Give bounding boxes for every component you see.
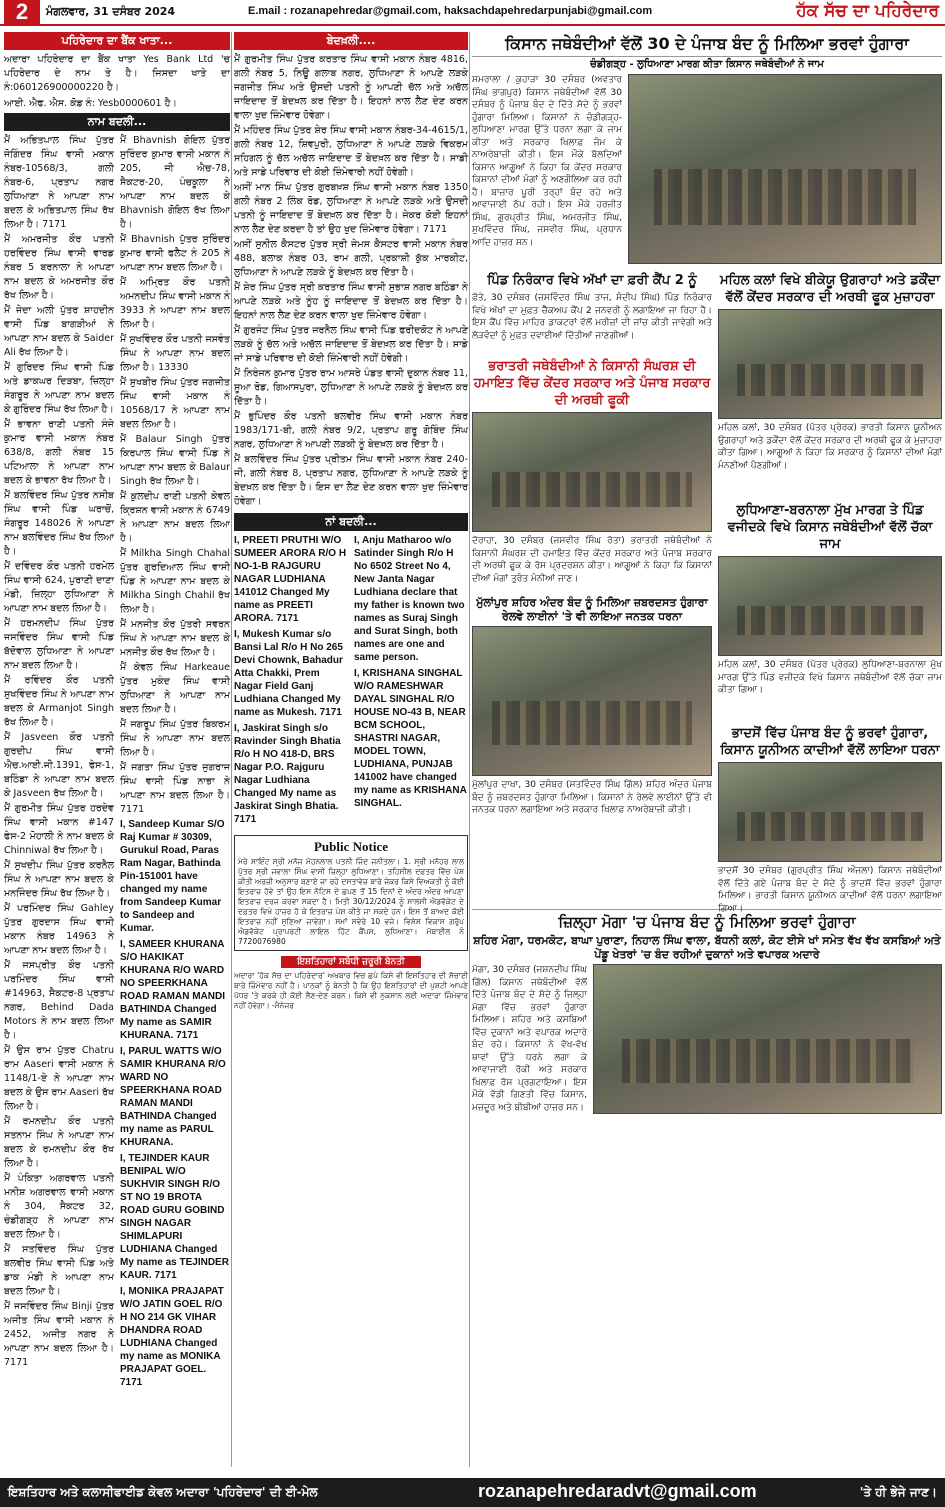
- name-change-list-right: [120, 134, 230, 1392]
- list-item: ਮੈਂ ਸਤਵਿੰਦਰ ਸਿੰਘ ਪੁੱਤਰ ਬਲਵੀਰ ਸਿੰਘ ਵਾਸੀ ਪਿੰਡ ਅਤੇ ਡਾਕ ਮੰਡੀ ਨੇ ਆਪਣਾ ਨਾਮ ਬਦਲ ਲਿਆ ਹੈ।: [4, 1244, 114, 1297]
- story4-text: ਮਹਿਲ ਕਲਾਂ, 30 ਦਸੰਬਰ (ਪੱਤਰ ਪ੍ਰੇਰਕ) ਭਾਰਤੀ ਕਿਸਾਨ ਯੂਨੀਅਨ ਉਗਰਾਹਾਂ ਅਤੇ ਡਕੌਂਦਾ ਵੱਲੋਂ ਕੇਂਦਰ ਸਰਕਾਰ ਦੀ ਅਰਥੀ ਫੂਕ ਕੇ ਮੁਜ਼ਾਹਰਾ ਕੀਤਾ ਗਿਆ। ਆਗੂਆਂ ਨੇ ਕਿਹਾ ਕਿ ਸਰਕਾਰ ਨੂੰ ਕਿਸਾਨਾਂ ਦੀਆਂ ਮੰਗਾਂ ਮੰਨਣੀਆਂ ਪੈਣਗੀਆਂ।: [718, 423, 942, 471]
- list-item: ਮੈਂ ਬਲਵਿੰਦਰ ਸਿੰਘ ਪੁੱਤਰ ਨਸੀਬ ਸਿੰਘ ਵਾਸੀ ਪਿੰਡ ਘਰਾਚੋਂ, ਸੰਗਰੂਰ 148026 ਨੇ ਆਪਣਾ ਨਾਮ ਬਲਵਿੰਦਰ ਸਿੰਘ ਰੱਖ ਲਿਆ ਹੈ।: [4, 490, 114, 557]
- story6-photo: [718, 762, 942, 862]
- list-item: ਮੈਂ ਅਮ੍ਰਿਤ ਕੌਰ ਪਤਨੀ ਅਮਨਦੀਪ ਸਿੰਘ ਵਾਸੀ ਮਕਾਨ ਨੰ 3933 ਨੇ ਆਪਣਾ ਨਾਮ ਬਦਲ ਲਿਆ ਹੈ।: [120, 277, 230, 330]
- moga-story-block: [472, 909, 942, 1114]
- list-item: ਮੈਂ ਜਸਪ੍ਰੀਤ ਕੌਰ ਪਤਨੀ ਪਰਮਿੰਦਰ ਸਿੰਘ ਵਾਸੀ #14963, ਸੈਕਟਰ-8 ਪ੍ਰਤਾਪ ਨਗਰ, Behind Dada Motors ਨੇ ਨਾਮ ਬਦਲ ਲਿਆ ਹੈ।: [4, 960, 114, 1041]
- name-change-2-heading: ਨਾਂ ਬਦਲੀ...: [234, 513, 468, 531]
- list-item: ਮੈਂ ਜਸਵਿੰਦਰ ਸਿੰਘ Binji ਪੁੱਤਰ ਅਜੀਤ ਸਿੰਘ ਵਾਸੀ ਮਕਾਨ ਨੰ 2452, ਅਜੀਤ ਨਗਰ ਨੇ ਆਪਣਾ ਨਾਮ ਬਦਲ ਲਿਆ ਹੈ। 7171: [4, 1301, 114, 1368]
- list-item: ਮੈਂ ਪਰਮਿੰਦਰ ਸਿੰਘ Gahley ਪੁੱਤਰ ਗੁਰਦਾਸ ਸਿੰਘ ਵਾਸੀ ਮਕਾਨ ਨੰਬਰ 14963 ਨੇ ਆਪਣਾ ਨਾਮ ਬਦਲ ਲਿਆ ਹੈ।: [4, 903, 114, 956]
- list-item: ਅਸੀਂ ਸੁਨੀਲ ਕੈਸਟਰ ਪੁੱਤਰ ਸ੍ਰੀ ਜੇਮਸ ਕੈਸਟਰ ਵਾਸੀ ਮਕਾਨ ਨੰਬਰ 488, ਬਲਾਕ ਨੰਬਰ 03, ਰਾਮ ਗਲੀ, ਪ੍ਰਕਾਸ਼ੀ ਕੁੱਕ ਮਾਰਕੀਟ, ਲੁਧਿਆਣਾ ਨੇ ਆਪਣੇ ਲੜਕੇ ਨੂੰ ਬੇਦਖ਼ਲ ਕਰ ਦਿੱਤਾ ਹੈ।: [234, 239, 468, 278]
- public-notice-body: ਮੇਰੇ ਸਾਇੰਟ ਸ੍ਰੀ ਮਨੋਜ ਮੋਹਨਲਾਲ ਪਤਨੀ ਜਿੰਦ ਜਨੀਤਲਾ। 1. ਸ੍ਰੀ ਮਨੋਹਰ ਲਾਲ ਪੁੱਤਰ ਸ੍ਰੀ ਜਵਾਲਾ ਸਿੰਘ ਵਾਸੀ ਜ਼ਿਲ੍ਹਾ ਲੁਧਿਆਣਾ। ਤਹਿਸੀਲ ਦਫ਼ਤਰ ਵਿੱਚ ਪੇਸ਼ ਕੀਤੀ ਅਰਜ਼ੀ ਅਨੁਸਾਰ ਬਣਾਏ ਜਾ ਰਹੇ ਦਸਤਾਵੇਜ਼ ਬਾਰੇ ਜੇਕਰ ਕਿਸੇ ਵਿਅਕਤੀ ਨੂੰ ਕੋਈ ਇਤਰਾਜ਼ ਹੋਵੇ ਤਾਂ ਉਹ ਇਸ ਨੋਟਿਸ ਦੇ ਛਪਣ ਤੋਂ 15 ਦਿਨਾਂ ਦੇ ਅੰਦਰ ਅੰਦਰ ਆਪਣਾ ਇਤਰਾਜ਼ ਦਰਜ ਕਰਵਾ ਸਕਦਾ ਹੈ। ਮਿਤੀ 30/12/2024 ਨੂੰ ਸਾਲਸੀ ਐਡਵੋਕੇਟ ਦੇ ਦਫ਼ਤਰ ਵਿਖੇ ਹਾਜ਼ਰ ਹੋ ਕੇ ਇਤਰਾਜ਼ ਪੇਸ਼ ਕੀਤੇ ਜਾ ਸਕਦੇ ਹਨ। ਇਸ ਤੋਂ ਬਾਅਦ ਕੋਈ ਇਤਰਾਜ਼ ਨਹੀਂ ਸੁਣਿਆ ਜਾਵੇਗਾ। ਸਮਾਂ ਸਵੇਰੇ 10 ਵਜੇ। ਵਿਸ਼ੇਸ਼ ਵਿਕਾਸ ਗਰੁੱਪ ਐਡਵੋਕੇਟ ਪ੍ਰਾਪਰਟੀ ਲਾਇਲ ਹਿੱਟ ਕੈਂਪਸ, ਲੁਧਿਆਣਾ। ਮੋਬਾਈਲ ਨੰ 7720076980: [238, 857, 464, 946]
- name-change-2-columns: [234, 534, 468, 829]
- list-item: I, MONIKA PRAJAPAT W/O JATIN GOEL R/O H NO 214 GK VIHAR DHANDRA ROAD LUDHIANA Changed my name as MONIKA PRAJAPAT GOEL. 7171: [120, 1286, 224, 1388]
- bank-account-notice: [4, 53, 230, 111]
- masthead: [0, 0, 945, 26]
- column-classifieds-left: [4, 32, 230, 1467]
- story3-subheadline: ਮੁੱਲਾਂਪੁਰ ਸ਼ਹਿਰ ਅੰਦਰ ਬੰਦ ਨੂੰ ਮਿਲਿਆ ਜ਼ਬਰਦਸਤ ਹੁੰਗਾਰਾ ਰੇਲਵੇ ਲਾਈਨਾਂ 'ਤੇ ਵੀ ਲਾਇਆ ਜਨਤਕ ਧਰਨਾ: [476, 596, 708, 623]
- lead-story-text: ਸਮਰਾਲਾ / ਕੁਹਾੜਾ 30 ਦਸੰਬਰ (ਅਵਤਾਰ ਸਿੰਘ ਭਾਗਪੁਰ) ਕਿਸਾਨ ਜਥੇਬੰਦੀਆਂ ਵੱਲੋਂ 30 ਦਸੰਬਰ ਨੂੰ ਪੰਜਾਬ ਬੰਦ ਦੇ ਦਿੱਤੇ ਸੱਦੇ ਨੂੰ ਭਰਵਾਂ ਹੁੰਗਾਰਾ ਮਿਲਿਆ। ਕਿਸਾਨਾਂ ਨੇ ਚੰਡੀਗੜ੍ਹ-ਲੁਧਿਆਣਾ ਮਾਰਗ ਉੱਤੇ ਧਰਨਾ ਲਗਾ ਕੇ ਜਾਮ ਕੀਤਾ ਅਤੇ ਸਰਕਾਰ ਖਿਲਾਫ਼ ਜੰਮ ਕੇ ਨਾਅਰੇਬਾਜ਼ੀ ਕੀਤੀ। ਇਸ ਮੌਕੇ ਬੋਲਦਿਆਂ ਕਿਸਾਨ ਆਗੂਆਂ ਨੇ ਕਿਹਾ ਕਿ ਕੇਂਦਰ ਸਰਕਾਰ ਕਿਸਾਨਾਂ ਦੀਆਂ ਮੰਗਾਂ ਨੂੰ ਅਣਗੌਲਿਆ ਕਰ ਰਹੀ ਹੈ। ਬਾਜ਼ਾਰ ਪੂਰੀ ਤਰ੍ਹਾਂ ਬੰਦ ਰਹੇ ਅਤੇ ਆਵਾਜਾਈ ਠੱਪ ਰਹੀ। ਇਸ ਮੌਕੇ ਹਰਜੀਤ ਸਿੰਘ, ਗੁਰਪ੍ਰੀਤ ਸਿੰਘ, ਅਮਰਜੀਤ ਸਿੰਘ, ਸੁਖਵਿੰਦਰ ਸਿੰਘ, ਜਸਵੀਰ ਸਿੰਘ, ਪ੍ਰਧਾਨ ਆਦਿ ਹਾਜ਼ਰ ਸਨ।: [472, 75, 622, 248]
- public-notice-title: Public Notice: [313, 839, 388, 854]
- list-item: ਮੈਂ ਗੁਰਿਦਰ ਸਿੰਘ ਵਾਸੀ ਪਿੰਡ ਅਤੇ ਡਾਕਘਰ ਦਿੜਬਾ, ਜ਼ਿਲ੍ਹਾ ਸੰਗਰੂਰ ਨੇ ਆਪਣਾ ਨਾਮ ਬਦਲ ਕੇ ਗੁਰਿੰਦਰ ਸਿੰਘ ਰੱਖ ਲਿਆ ਹੈ।: [4, 362, 114, 415]
- list-item: ਮੈਂ Bhavnish ਗੋਇਲ ਪੁੱਤਰ ਸੁਰਿੰਦਰ ਕੁਮਾਰ ਵਾਸੀ ਮਕਾਨ ਨੰ 205, ਜੀ ਐਚ-78, ਸੈਕਟਰ-20, ਪੰਚਕੂਲਾ ਨੇ ਆਪਣਾ ਨਾਮ ਬਦਲ ਕੇ Bhavnish ਗੋਇਲ ਰੱਖ ਲਿਆ ਹੈ।: [120, 135, 230, 230]
- list-item: ਮੈਂ ਗੁਰਮੀਤ ਸਿੰਘ ਪੁੱਤਰ ਕਰਤਾਰ ਸਿੰਘ ਵਾਸੀ ਮਕਾਨ ਨੰਬਰ 4816, ਗਲੀ ਨੰਬਰ 5, ਨਿਊ ਗਲਾਬ ਨਗਰ, ਲੁਧਿਆਣਾ ਨੇ ਆਪਣੇ ਲੜਕੇ ਜਗਜੀਤ ਸਿੰਘ ਅਤੇ ਉਸਦੀ ਪਤਨੀ ਨੂੰ ਆਪਣੀ ਚੱਲ ਅਤੇ ਅਚੱਲ ਜਾਇਦਾਦ ਤੋਂ ਬੇਦਖ਼ਲ ਕਰ ਦਿੱਤਾ ਹੈ। ਇਹਨਾਂ ਨਾਲ ਲੈਣ ਦੇਣ ਕਰਨ ਵਾਲਾ ਖੁਦ ਜ਼ਿੰਮੇਵਾਰ ਹੋਵੇਗਾ।: [234, 54, 468, 121]
- story2-text: ਫ਼ੱਤੇ, 30 ਦਸੰਬਰ (ਜਸਵਿੰਦਰ ਸਿੰਘ ਤਾਜ, ਸੰਦੀਪ ਸਿੰਘ) ਪਿੰਡ ਨਿਰੰਕਾਰ ਵਿਖੇ ਅੱਖਾਂ ਦਾ ਮੁਫ਼ਤ ਚੈੱਕਅਪ ਕੈਂਪ 2 ਜਨਵਰੀ ਨੂੰ ਲਗਾਇਆ ਜਾ ਰਿਹਾ ਹੈ। ਇਸ ਕੈਂਪ ਵਿੱਚ ਮਾਹਿਰ ਡਾਕਟਰਾਂ ਵੱਲੋਂ ਮਰੀਜ਼ਾਂ ਦੀ ਜਾਂਚ ਕੀਤੀ ਜਾਵੇਗੀ ਅਤੇ ਲੋੜਵੰਦਾਂ ਨੂੰ ਮੁਫ਼ਤ ਦਵਾਈਆਂ ਦਿੱਤੀਆਂ ਜਾਣਗੀਆਂ।: [472, 293, 712, 341]
- list-item: ਮੈਂ ਜਗਤਾ ਸਿੰਘ ਪੁੱਤਰ ਜੁਗਰਾਜ ਸਿੰਘ ਵਾਸੀ ਪਿੰਡ ਨਾਭਾ ਨੇ ਆਪਣਾ ਨਾਮ ਬਦਲ ਲਿਆ ਹੈ। 7171: [120, 762, 230, 815]
- list-item: ਮੈਂ ਅਭਿਤਪਾਲ ਸਿੰਘ ਪੁੱਤਰ ਜੋਗਿੰਦਰ ਸਿੰਘ ਵਾਸੀ ਮਕਾਨ ਨੰਬਰ-10568/3, ਗਲੀ ਨੰਬਰ-6, ਪ੍ਰਤਾਪ ਨਗਰ ਲੁਧਿਆਣਾ ਨੇ ਆਪਣਾ ਨਾਮ ਬਦਲ ਕੇ ਅਭਿਤਪਾਲ ਸਿੰਘ ਰੱਖ ਲਿਆ ਹੈ। 7171: [4, 135, 114, 230]
- footer-ad-note: ਇਸ਼ਤਿਹਾਰ ਅਤੇ ਕਲਾਸੀਫਾਈਡ ਕੇਵਲ ਅਦਾਰਾ 'ਪਹਿਰੇਦਾਰ' ਦੀ ਈ-ਮੇਲ: [8, 1485, 318, 1499]
- disinheritance-heading: ਬੇਦਖ਼ਲੀ....: [234, 32, 468, 50]
- list-item: I, PARUL WATTS W/O SAMIR KHURANA R/O WARD NO SPEERKHANA ROAD RAMAN MANDI BATHINDA Changed my name as PARUL KHURANA.: [120, 1046, 226, 1148]
- lead-story-block: [472, 74, 942, 264]
- name-change-list-right-punjabi: [120, 134, 230, 817]
- public-notice-box: [234, 835, 468, 951]
- list-item: I, Jaskirat Singh s/o Ravinder Singh Bhatia R/o H NO 418-D, BRS Nagar P.O. Rajguru Nagar Ludhiana Changed My name as Jaskirat Singh Bhatia. 7171: [234, 723, 341, 825]
- footer-ad-note-end: 'ਤੇ ਹੀ ਭੇਜੇ ਜਾਣ।: [859, 1485, 937, 1499]
- list-item: ਮੈਂ ਜੇਦਾ ਅਲੀ ਪੁੱਤਰ ਸ਼ਾਹਦੀਨ ਵਾਸੀ ਪਿੰਡ ਬਾਗੜੀਆਂ ਨੇ ਆਪਣਾ ਨਾਮ ਬਦਲ ਕੇ Saider Ali ਰੱਖ ਲਿਆ ਹੈ।: [4, 305, 114, 358]
- masthead-email[interactable]: E.mail : rozanapehredar@gmail.com, haksachdapehredarpunjabi@gmail.com: [248, 5, 653, 17]
- story4-photo: [718, 309, 942, 419]
- lead-subheadline: ਚੰਡੀਗੜ੍ਹ - ਲੁਧਿਆਣਾ ਮਾਰਗ ਕੀਤਾ ਕਿਸਾਨ ਜਥੇਬੰਦੀਆਂ ਨੇ ਜਾਮ: [590, 59, 824, 70]
- list-item: ਮੈਂ ਗੁਰਮੀਤ ਸਿੰਘ ਪੁੱਤਰ ਹਰਦੇਵ ਸਿੰਘ ਵਾਸੀ ਮਕਾਨ #147 ਫੇਸ-2 ਮੋਹਾਲੀ ਨੇ ਨਾਮ ਬਦਲ ਕੇ Chinniwal ਰੱਖ ਲਿਆ ਹੈ।: [4, 803, 114, 856]
- footer-bar: [0, 1478, 945, 1507]
- list-item: ਮੈਂ ਮਹਿੰਦਰ ਸਿੰਘ ਪੁੱਤਰ ਸ਼ੇਰ ਸਿੰਘ ਵਾਸੀ ਮਕਾਨ ਨੰਬਰ-34-4615/1, ਗਲੀ ਨੰਬਰ 12, ਸ਼ਿਵਪੁਰੀ, ਲੁਧਿਆਣਾ ਨੇ ਆਪਣੇ ਲੜਕੇ ਵਿਕਰਮ ਸਹਿਗਲ ਨੂੰ ਚੱਲ ਅਚੱਲ ਜਾਇਦਾਦ ਤੋਂ ਬੇਦਖ਼ਲ ਕਰ ਦਿੱਤਾ ਹੈ। ਸਾਡੀ ਅਤੇ ਸਾਡੇ ਪਰਿਵਾਰ ਦੀ ਕੋਈ ਜ਼ਿੰਮੇਵਾਰੀ ਨਹੀਂ ਹੋਵੇਗੀ।: [234, 125, 468, 178]
- name-change-2-col-b: [354, 534, 468, 829]
- list-item: ਮੈਂ ਰਵਿੰਦਰ ਕੌਰ ਪਤਨੀ ਸੁਖਵਿੰਦਰ ਸਿੰਘ ਨੇ ਆਪਣਾ ਨਾਮ ਬਦਲ ਕੇ Armanjot Singh ਰੱਖ ਲਿਆ ਹੈ।: [4, 675, 114, 728]
- name-change-english: [120, 818, 230, 1389]
- story7-text: ਮੋਗਾ, 30 ਦਸੰਬਰ (ਜਸ਼ਨਦੀਪ ਸਿੰਘ ਗਿੱਲ) ਕਿਸਾਨ ਜਥੇਬੰਦੀਆਂ ਵੱਲੋਂ ਦਿੱਤੇ ਪੰਜਾਬ ਬੰਦ ਦੇ ਸੱਦੇ ਨੂੰ ਜ਼ਿਲ੍ਹਾ ਮੋਗਾ ਵਿੱਚ ਭਰਵਾਂ ਹੁੰਗਾਰਾ ਮਿਲਿਆ। ਸ਼ਹਿਰ ਅਤੇ ਕਸਬਿਆਂ ਵਿੱਚ ਦੁਕਾਨਾਂ ਅਤੇ ਵਪਾਰਕ ਅਦਾਰੇ ਬੰਦ ਰਹੇ। ਕਿਸਾਨਾਂ ਨੇ ਵੱਖ-ਵੱਖ ਥਾਵਾਂ ਉੱਤੇ ਧਰਨੇ ਲਗਾ ਕੇ ਆਵਾਜਾਈ ਰੋਕੀ ਅਤੇ ਸਰਕਾਰ ਖਿਲਾਫ਼ ਰੋਸ ਪ੍ਰਗਟਾਇਆ। ਇਸ ਮੌਕੇ ਵੱਡੀ ਗਿਣਤੀ ਵਿੱਚ ਕਿਸਾਨ, ਮਜ਼ਦੂਰ ਅਤੇ ਬੀਬੀਆਂ ਹਾਜ਼ਰ ਸਨ।: [472, 965, 587, 1113]
- list-item: ਮੈਂ ਜਗਰੂਪ ਸਿੰਘ ਪੁੱਤਰ ਬਿਕਰਮ ਸਿੰਘ ਨੇ ਆਪਣਾ ਨਾਮ ਬਦਲ ਲਿਆ ਹੈ।: [120, 719, 230, 758]
- story5-text: ਮਹਿਲ ਕਲਾਂ, 30 ਦਸੰਬਰ (ਪੱਤਰ ਪ੍ਰੇਰਕ) ਲੁਧਿਆਣਾ-ਬਰਨਾਲਾ ਮੁੱਖ ਮਾਰਗ ਉੱਤੇ ਪਿੰਡ ਵਜੀਦਕੇ ਵਿਖੇ ਕਿਸਾਨ ਜਥੇਬੰਦੀਆਂ ਵੱਲੋਂ ਚੱਕਾ ਜਾਮ ਕੀਤਾ ਗਿਆ।: [718, 660, 942, 695]
- list-item: ਮੈਂ ਸੁਖਵਿੰਦਰ ਕੌਰ ਪਤਨੀ ਜਸਵੰਤ ਸਿੰਘ ਨੇ ਆਪਣਾ ਨਾਮ ਬਦਲ ਲਿਆ ਹੈ। 13330: [120, 334, 230, 373]
- list-item: ਮੈਂ Balaur Singh ਪੁੱਤਰ ਕਿਰਪਾਲ ਸਿੰਘ ਵਾਸੀ ਪਿੰਡ ਨੇ ਆਪਣਾ ਨਾਮ ਬਦਲ ਕੇ Balaur Singh ਰੱਖ ਲਿਆ ਹੈ।: [120, 434, 230, 487]
- story3b-photo: [472, 626, 712, 776]
- list-item: I, TEJINDER KAUR BENIPAL W/O SUKHVIR SINGH R/O ST NO 19 BROTA ROAD GURU GOBIND SINGH NAGAR SHIMLAPURI LUDHIANA Changed My name as TEJINDER KAUR. 7171: [120, 1153, 229, 1281]
- list-item: ਮੈਂ ਕੁਲਦੀਪ ਰਾਣੀ ਪਤਨੀ ਕੇਵਲ ਕ੍ਰਿਸ਼ਨ ਵਾਸੀ ਮਕਾਨ ਨੰ 6749 ਨੇ ਆਪਣਾ ਨਾਮ ਬਦਲ ਲਿਆ ਹੈ।: [120, 491, 230, 544]
- list-item: ਮੈਂ Bhavnish ਪੁੱਤਰ ਸੁਰਿੰਦਰ ਕੁਮਾਰ ਵਾਸੀ ਫਲੈਟ ਨੰ 205 ਨੇ ਆਪਣਾ ਨਾਮ ਬਦਲ ਲਿਆ ਹੈ।: [120, 234, 230, 273]
- middle-left-stories: [472, 268, 712, 905]
- lead-story-photo: [628, 74, 942, 264]
- list-item: I, PREETI PRUTHI W/O SUMEER ARORA R/O H NO-1-B RAJGURU NAGAR LUDHIANA 141012 Changed My name as PREETI ARORA. 7171: [234, 535, 347, 624]
- name-change-2-col-a: [234, 534, 348, 829]
- story3-text: ਦੋਰਾਹਾ, 30 ਦਸੰਬਰ (ਜਸਵੀਰ ਸਿੰਘ ਰੋਤਾ) ਭਰਾਤਰੀ ਜਥੇਬੰਦੀਆਂ ਨੇ ਕਿਸਾਨੀ ਸੰਘਰਸ਼ ਦੀ ਹਮਾਇਤ ਵਿੱਚ ਕੇਂਦਰ ਸਰਕਾਰ ਅਤੇ ਪੰਜਾਬ ਸਰਕਾਰ ਦੀ ਅਰਥੀ ਫੂਕ ਕੇ ਰੋਸ ਪ੍ਰਦਰਸ਼ਨ ਕੀਤਾ। ਆਗੂਆਂ ਨੇ ਕਿਹਾ ਕਿ ਕਿਸਾਨਾਂ ਦੀਆਂ ਮੰਗਾਂ ਤੁਰੰਤ ਮੰਨੀਆਂ ਜਾਣ।: [472, 536, 712, 584]
- column-divider: [231, 32, 232, 1467]
- story3b-text: ਮੁੱਲਾਂਪੁਰ ਦਾਖਾ, 30 ਦਸੰਬਰ (ਸਤਵਿੰਦਰ ਸਿੰਘ ਗਿੱਲ) ਸ਼ਹਿਰ ਅੰਦਰ ਪੰਜਾਬ ਬੰਦ ਨੂੰ ਜ਼ਬਰਦਸਤ ਹੁੰਗਾਰਾ ਮਿਲਿਆ। ਕਿਸਾਨਾਂ ਨੇ ਰੇਲਵੇ ਲਾਈਨਾਂ ਉੱਤੇ ਵੀ ਜਨਤਕ ਧਰਨਾ ਲਗਾਇਆ ਅਤੇ ਸਰਕਾਰ ਖਿਲਾਫ਼ ਨਾਅਰੇਬਾਜ਼ੀ ਕੀਤੀ।: [472, 780, 712, 815]
- name-change-columns: [4, 134, 230, 1392]
- list-item: ਮੈਂ ਸੁਖਦੀਪ ਸਿੰਘ ਪੁੱਤਰ ਕਰਨੈਲ ਸਿੰਘ ਨੇ ਆਪਣਾ ਨਾਮ ਬਦਲ ਕੇ ਮਨਜਿੰਦਰ ਸਿੰਘ ਰੱਖ ਲਿਆ ਹੈ।: [4, 860, 114, 899]
- list-item: I, SAMEER KHURANA S/O HAKIKAT KHURANA R/O WARD NO SPEERKHANA ROAD RAMAN MANDI BATHINDA Changed My name as SAMIR KHURANA. 7171: [120, 939, 225, 1041]
- lead-headline: ਕਿਸਾਨ ਜਥੇਬੰਦੀਆਂ ਵੱਲੋਂ 30 ਦੇ ਪੰਜਾਬ ਬੰਦ ਨੂੰ ਮਿਲਿਆ ਭਰਵਾਂ ਹੁੰਗਾਰਾ: [472, 32, 942, 57]
- list-item: ਮੈਂ ਮਨਜੀਤ ਕੌਰ ਪੁੱਤਰੀ ਸਵਰਨ ਸਿੰਘ ਨੇ ਆਪਣਾ ਨਾਮ ਬਦਲ ਕੇ ਮਨਜੀਤ ਕੌਰ ਰੱਖ ਲਿਆ ਹੈ।: [120, 619, 230, 658]
- list-item: ਮੈਂ ਸ਼ੇਰ ਸਿੰਘ ਪੁੱਤਰ ਸ੍ਰੀ ਕਰਤਾਰ ਸਿੰਘ ਵਾਸੀ ਸੁਭਾਸ਼ ਨਗਰ ਬਠਿੰਡਾ ਨੇ ਆਪਣੇ ਲੜਕੇ ਅਤੇ ਨੂੰਹ ਨੂੰ ਜਾਇਦਾਦ ਤੋਂ ਬੇਦਖ਼ਲ ਕਰ ਦਿੱਤਾ ਹੈ। ਇਹਨਾਂ ਨਾਲ ਲੈਣ ਦੇਣ ਕਰਨ ਵਾਲਾ ਖੁਦ ਜ਼ਿੰਮੇਵਾਰ ਹੋਵੇਗਾ।: [234, 282, 468, 321]
- list-item: ਮੈਂ ਅਮਰਜੀਤ ਕੌਰ ਪਤਨੀ ਹਰਵਿੰਦਰ ਸਿੰਘ ਵਾਸੀ ਵਾਰਡ ਨੰਬਰ 5 ਬਰਨਾਲਾ ਨੇ ਆਪਣਾ ਨਾਮ ਬਦਲ ਕੇ ਅਮਰਜੀਤ ਕੌਰ ਰੱਖ ਲਿਆ ਹੈ।: [4, 234, 114, 301]
- news-section: [472, 32, 942, 1467]
- newspaper-logo: ਹੱਕ ਸੱਚ ਦਾ ਪਹਿਰੇਦਾਰ: [796, 1, 939, 21]
- list-item: ਮੈਂ Milkha Singh Chahal ਪੁੱਤਰ ਗੁਰਦਿਆਲ ਸਿੰਘ ਵਾਸੀ ਪਿੰਡ ਨੇ ਆਪਣਾ ਨਾਮ ਬਦਲ ਕੇ Milkha Singh Chahil ਰੱਖ ਲਿਆ ਹੈ।: [120, 548, 230, 615]
- issue-date: ਮੰਗਲਵਾਰ, 31 ਦਸੰਬਰ 2024: [46, 5, 176, 18]
- list-item: ਮੈਂ ਭਾਵਨਾ ਰਾਣੀ ਪਤਨੀ ਸੰਜੇ ਕੁਮਾਰ ਵਾਸੀ ਮਕਾਨ ਨੰਬਰ 638/8, ਗਲੀ ਨੰਬਰ 15 ਪਟਿਆਲਾ ਨੇ ਆਪਣਾ ਨਾਮ ਬਦਲ ਕੇ ਭਾਵਨਾ ਰੱਖ ਲਿਆ ਹੈ।: [4, 419, 114, 486]
- story7-body: [472, 964, 942, 1114]
- bank-line: ਅਦਾਰਾ ਪਹਿਰੇਦਾਰ ਦਾ ਬੈਂਕ ਖਾਤਾ Yes Bank Ltd 'ਚ ਪਹਿਰੇਦਾਰ ਦੇ ਨਾਮ ਤੇ ਹੈ। ਜਿਸਦਾ ਖਾਤੇ ਦਾ ਨੰ:060126900000220 ਹੈ।: [4, 54, 230, 93]
- list-item: ਮੈਂ ਦਵਿੰਦਰ ਕੌਰ ਪਤਨੀ ਹਰਮੇਲ ਸਿੰਘ ਵਾਸੀ 624, ਪੁਰਾਣੀ ਦਾਣਾ ਮੰਡੀ, ਜ਼ਿਲ੍ਹਾ ਲੁਧਿਆਣਾ ਨੇ ਆਪਣਾ ਨਾਮ ਬਦਲ ਲਿਆ ਹੈ।: [4, 561, 114, 614]
- story5-headline: ਲੁਧਿਆਣਾ-ਬਰਨਾਲਾ ਮੁੱਖ ਮਾਰਗ ਤੇ ਪਿੰਡ ਵਜੀਦਕੇ ਵਿਖੇ ਕਿਸਾਨ ਜਥੇਬੰਦੀਆਂ ਵੱਲੋਂ ਚੱਕਾ ਜਾਮ: [727, 503, 933, 552]
- list-item: I, KRISHANA SINGHAL W/O RAMESHWAR DAYAL SINGHAL R/O HOUSE NO-43 B, NEAR BCM SCHOOL, SHASTRI NAGAR, MODEL TOWN, LUDHIANA, PUNJAB 141002 have changed my name as KRISHANA SINGHAL.: [354, 668, 467, 809]
- list-item: I, Mukesh Kumar s/o Bansi Lal R/o H No 265 Devi Chownk, Bahadur Atta Chakki, Prem Nagar Field Ganj Ludhiana Changed My name as Mukesh. 7171: [234, 629, 343, 718]
- story7-subheadline: ਸ਼ਹਿਰ ਮੋਗਾ, ਧਰਮਕੋਟ, ਬਾਘਾ ਪੁਰਾਣਾ, ਨਿਹਾਲ ਸਿੰਘ ਵਾਲਾ, ਬੱਧਨੀ ਕਲਾਂ, ਕੋਟ ਈਸੇ ਖਾਂ ਸਮੇਤ ਵੱਖ ਵੱਖ ਕਸਬਿਆਂ ਅਤੇ ਪੇਂਡੂ ਖੇਤਰਾਂ 'ਚ ਬੰਦ ਰਹੀਆਂ ਦੁਕਾਨਾਂ ਅਤੇ ਵਪਾਰਕ ਅਦਾਰੇ: [473, 934, 941, 961]
- list-item: ਮੈਂ ਨਿਰੰਜਨ ਕੁਮਾਰ ਪੁੱਤਰ ਰਾਮ ਆਸਰੇ ਪੰਡਤ ਵਾਸੀ ਦੁਕਾਨ ਨੰਬਰ 11, ਸੂਆ ਰੋਡ, ਗਿਆਸਪੁਰਾ, ਲੁਧਿਆਣਾ ਨੇ ਆਪਣੇ ਲੜਕੇ ਨੂੰ ਬੇਦਖ਼ਲ ਕਰ ਦਿੱਤਾ ਹੈ।: [234, 368, 468, 407]
- bank-account-heading: ਪਹਿਰੇਦਾਰ ਦਾ ਬੈਂਕ ਖਾਤਾ...: [4, 32, 230, 50]
- list-item: ਮੈਂ ਭੁਪਿੰਦਰ ਕੌਰ ਪਤਨੀ ਬਲਵੀਰ ਸਿੰਘ ਵਾਸੀ ਮਕਾਨ ਨੰਬਰ 1983/171-ਬੀ, ਗਲੀ ਨੰਬਰ 9/2, ਪ੍ਰਤਾਪ ਗਰੂ ਗੋਬਿੰਦ ਸਿੰਘ ਨਗਰ, ਲੁਧਿਆਣਾ ਨੇ ਆਪਣੀ ਲੜਕੀ ਨੂੰ ਬੇਦਖ਼ਲ ਕਰ ਦਿੱਤਾ ਹੈ।: [234, 411, 468, 450]
- story7-photo: [593, 964, 942, 1114]
- list-item: ਮੈਂ ਸੁਖਬੀਰ ਸਿੰਘ ਪੁੱਤਰ ਜਗਜੀਤ ਸਿੰਘ ਵਾਸੀ ਮਕਾਨ ਨੰ 10568/17 ਨੇ ਆਪਣਾ ਨਾਮ ਬਦਲ ਲਿਆ ਹੈ।: [120, 377, 230, 430]
- list-item: ਅਸੀਂ ਮਾਨ ਸਿੰਘ ਪੁੱਤਰ ਗੁਰਬਖ਼ਸ਼ ਸਿੰਘ ਵਾਸੀ ਮਕਾਨ ਨੰਬਰ 1350 ਗਲੀ ਨੰਬਰ 2 ਲਿੰਕ ਰੋਡ, ਲੁਧਿਆਣਾ ਨੇ ਆਪਣੇ ਲੜਕੇ ਅਤੇ ਉਸਦੀ ਪਤਨੀ ਨੂੰ ਜਾਇਦਾਦ ਤੋਂ ਬੇਦਖ਼ਲ ਕਰ ਦਿੱਤਾ ਹੈ। ਜੇਕਰ ਕੋਈ ਇਹਨਾਂ ਨਾਲ ਲੈਣ ਦੇਣ ਕਰਦਾ ਹੈ ਤਾਂ ਉਹ ਖੁਦ ਜ਼ਿੰਮੇਵਾਰ ਹੋਵੇਗਾ। 7171: [234, 182, 468, 235]
- list-item: ਮੈਂ ਰਮਨਦੀਪ ਕੌਰ ਪਤਨੀ ਸਤਨਾਮ ਸਿੰਘ ਨੇ ਆਪਣਾ ਨਾਮ ਬਦਲ ਕੇ ਰਮਨਦੀਪ ਕੌਰ ਰੱਖ ਲਿਆ ਹੈ।: [4, 1116, 114, 1169]
- story6-headline: ਭਾਦਸੋਂ ਵਿੱਚ ਪੰਜਾਬ ਬੰਦ ਨੂੰ ਭਰਵਾਂ ਹੁੰਗਾਰਾ, ਕਿਸਾਨ ਯੂਨੀਅਨ ਕਾਦੀਆਂ ਵੱਲੋਂ ਲਾਇਆ ਧਰਨਾ: [720, 726, 940, 758]
- name-change-heading: ਨਾਮ ਬਦਲੀ...: [4, 113, 230, 131]
- column-classifieds-right: [234, 32, 468, 1467]
- column-divider: [469, 32, 470, 1467]
- disinheritance-list: [234, 53, 468, 509]
- story3-headline: ਭਰਾਤਰੀ ਜਥੇਬੰਦੀਆਂ ਨੇ ਕਿਸਾਨੀ ਸੰਘਰਸ਼ ਦੀ ਹਮਾਇਤ ਵਿੱਚ ਕੇਂਦਰ ਸਰਕਾਰ ਅਤੇ ਪੰਜਾਬ ਸਰਕਾਰ ਦੀ ਅਰਥੀ ਫੂਕੀ: [473, 359, 711, 408]
- story5-photo: [718, 556, 942, 656]
- story7-headline: ਜ਼ਿਲ੍ਹਾ ਮੋਗਾ 'ਚ ਪੰਜਾਬ ਬੰਦ ਨੂੰ ਮਿਲਿਆ ਭਰਵਾਂ ਹੁੰਗਾਰਾ: [558, 913, 856, 931]
- middle-right-stories: [718, 268, 942, 914]
- middle-news-row: [472, 268, 942, 914]
- story2-headline: ਪਿੰਡ ਨਿਰੰਕਾਰ ਵਿਖੇ ਅੱਖਾਂ ਦਾ ਫ਼ਰੀ ਕੈਂਪ 2 ਨੂੰ: [487, 273, 697, 288]
- list-item: ਮੈਂ ਬਲਵਿੰਦਰ ਸਿੰਘ ਪੁੱਤਰ ਪ੍ਰੀਤਮ ਸਿੰਘ ਵਾਸੀ ਮਕਾਨ ਨੰਬਰ 240-ਜੀ, ਗਲੀ ਨੰਬਰ 8, ਪ੍ਰਤਾਪ ਨਗਰ, ਲੁਧਿਆਣਾ ਨੇ ਆਪਣੇ ਲੜਕੇ ਨੂੰ ਬੇਦਖ਼ਲ ਕਰ ਦਿੱਤਾ ਹੈ। ਇਸ ਦਾ ਲੈਣ ਦੇਣ ਕਰਨ ਵਾਲਾ ਖੁਦ ਜ਼ਿੰਮੇਵਾਰ ਹੋਵੇਗਾ।: [234, 454, 468, 507]
- page-number: 2: [4, 0, 40, 24]
- list-item: ਮੈਂ ਪੰਕਿਤਾ ਅਗਰਵਾਲ ਪਤਨੀ ਮਨੀਸ਼ ਅਗਰਵਾਲ ਵਾਸੀ ਮਕਾਨ ਨੰ 304, ਸੈਕਟਰ 32, ਚੰਡੀਗੜ੍ਹ ਨੇ ਆਪਣਾ ਨਾਮ ਬਦਲ ਲਿਆ ਹੈ।: [4, 1173, 114, 1240]
- list-item: ਮੈਂ ਹਰਮਨਦੀਪ ਸਿੰਘ ਪੁੱਤਰ ਜਸਵਿੰਦਰ ਸਿੰਘ ਵਾਸੀ ਪਿੰਡ ਬੱਦੋਵਾਲ ਲੁਧਿਆਣਾ ਨੇ ਆਪਣਾ ਨਾਮ ਬਦਲ ਲਿਆ ਹੈ।: [4, 618, 114, 671]
- list-item: ਮੈਂ ਕੇਵਲ ਸਿੰਘ Harkeaue ਪੁੱਤਰ ਮੁਕੰਦ ਸਿੰਘ ਵਾਸੀ ਲੁਧਿਆਣਾ ਨੇ ਆਪਣਾ ਨਾਮ ਬਦਲ ਲਿਆ ਹੈ।: [120, 662, 230, 715]
- list-item: I, Anju Matharoo w/o Satinder Singh R/o H No 6502 Street No 4, New Janta Nagar Ludhiana declare that my father is known two names as Suraj Singh and Surat Singh, both names are one and same person.: [354, 535, 465, 663]
- ad-disclaimer-heading: ਇਸ਼ਤਿਹਾਰਾਂ ਸਬੰਧੀ ਜ਼ਰੂਰੀ ਬੇਨਤੀ: [281, 956, 421, 968]
- list-item: ਮੈਂ ਗੁਰਜੰਟ ਸਿੰਘ ਪੁੱਤਰ ਜਰਨੈਲ ਸਿੰਘ ਵਾਸੀ ਪਿੰਡ ਫਰੀਦਕੋਟ ਨੇ ਆਪਣੇ ਲੜਕੇ ਨੂੰ ਚੱਲ ਅਤੇ ਅਚੱਲ ਜਾਇਦਾਦ ਤੋਂ ਬੇਦਖ਼ਲ ਕਰ ਦਿੱਤਾ ਹੈ। ਸਾਡੇ ਜਾਂ ਸਾਡੇ ਪਰਿਵਾਰ ਦੀ ਕੋਈ ਜ਼ਿੰਮੇਵਾਰੀ ਨਹੀਂ ਹੋਵੇਗੀ।: [234, 325, 468, 364]
- list-item: I, Sandeep Kumar S/O Raj Kumar # 30309, Gurukul Road, Paras Ram Nagar, Bathinda Pin-151001 have changed my name from Sandeep Kumar to Sandeep and Kumar.: [120, 819, 225, 934]
- ad-disclaimer-body: ਅਦਾਰਾ 'ਹੱਕ ਸੱਚ ਦਾ ਪਹਿਰੇਦਾਰ' ਅਖਬਾਰ ਵਿਚ ਛਪੇ ਕਿਸੇ ਵੀ ਇਸ਼ਤਿਹਾਰ ਦੀ ਸੱਚਾਈ ਬਾਰੇ ਜ਼ਿੰਮੇਵਾਰ ਨਹੀਂ ਹੈ। ਪਾਠਕਾਂ ਨੂੰ ਬੇਨਤੀ ਹੈ ਕਿ ਉਹ ਇਸ਼ਤਿਹਾਰਾਂ ਦੀ ਪੁਸ਼ਟੀ ਆਪਣੇ ਪੱਧਰ 'ਤੇ ਕਰਕੇ ਹੀ ਕੋਈ ਲੈਣ-ਦੇਣ ਕਰਨ। ਕਿਸੇ ਵੀ ਨੁਕਸਾਨ ਲਈ ਅਦਾਰਾ ਜ਼ਿੰਮੇਵਾਰ ਨਹੀਂ ਹੋਵੇਗਾ। -ਮੈਨੇਜਰ: [234, 971, 468, 1010]
- story4-headline: ਮਹਿਲ ਕਲਾਂ ਵਿਖੇ ਬੀਕੇਯੂ ਉਗਰਾਹਾਂ ਅਤੇ ਡਕੌਂਦਾ ਵੱਲੋਂ ਕੇਂਦਰ ਸਰਕਾਰ ਦੀ ਅਰਥੀ ਫੂਕ ਮੁਜ਼ਾਹਰਾ: [719, 273, 941, 305]
- story6-text: ਭਾਦਸੋਂ 30 ਦਸੰਬਰ (ਗੁਰਪ੍ਰੀਤ ਸਿੰਘ ਔਜਲਾ) ਕਿਸਾਨ ਜਥੇਬੰਦੀਆਂ ਵੱਲੋਂ ਦਿੱਤੇ ਗਏ ਪੰਜਾਬ ਬੰਦ ਦੇ ਸੱਦੇ ਨੂੰ ਭਾਦਸੋਂ ਵਿੱਚ ਭਰਵਾਂ ਹੁੰਗਾਰਾ ਮਿਲਿਆ। ਭਾਰਤੀ ਕਿਸਾਨ ਯੂਨੀਅਨ ਕਾਦੀਆਂ ਵੱਲੋਂ ਧਰਨਾ ਲਗਾਇਆ ਗਿਆ।: [718, 866, 942, 914]
- story3-photo: [472, 412, 712, 532]
- name-change-list-left: [4, 134, 114, 1392]
- list-item: ਮੈਂ ਉਸ ਰਾਮ ਪੁੱਤਰ Chatru ਰਾਮ Aaseri ਵਾਸੀ ਮਕਾਨ ਨੰ 1148/1-ਏ ਨੇ ਆਪਣਾ ਨਾਮ ਬਦਲ ਕੇ ਉਸ ਰਾਮ Aaseri ਰੱਖ ਲਿਆ ਹੈ।: [4, 1045, 114, 1112]
- bank-line: ਆਈ. ਐਫ. ਐਸ. ਕੋਡ ਨੰ: Yesb0000601 ਹੈ।: [4, 98, 177, 109]
- list-item: ਮੈਂ Jasveen ਕੌਰ ਪਤਨੀ ਗੁਰਦੀਪ ਸਿੰਘ ਵਾਸੀ ਐਚ.ਆਈ.ਜੀ.1391, ਫੇਸ-1, ਬਠਿੰਡਾ ਨੇ ਆਪਣਾ ਨਾਮ ਬਦਲ ਕੇ Jasveen ਰੱਖ ਲਿਆ ਹੈ।: [4, 732, 114, 799]
- footer-email-link[interactable]: rozanapehredaradvt@gmail.com: [478, 1481, 757, 1501]
